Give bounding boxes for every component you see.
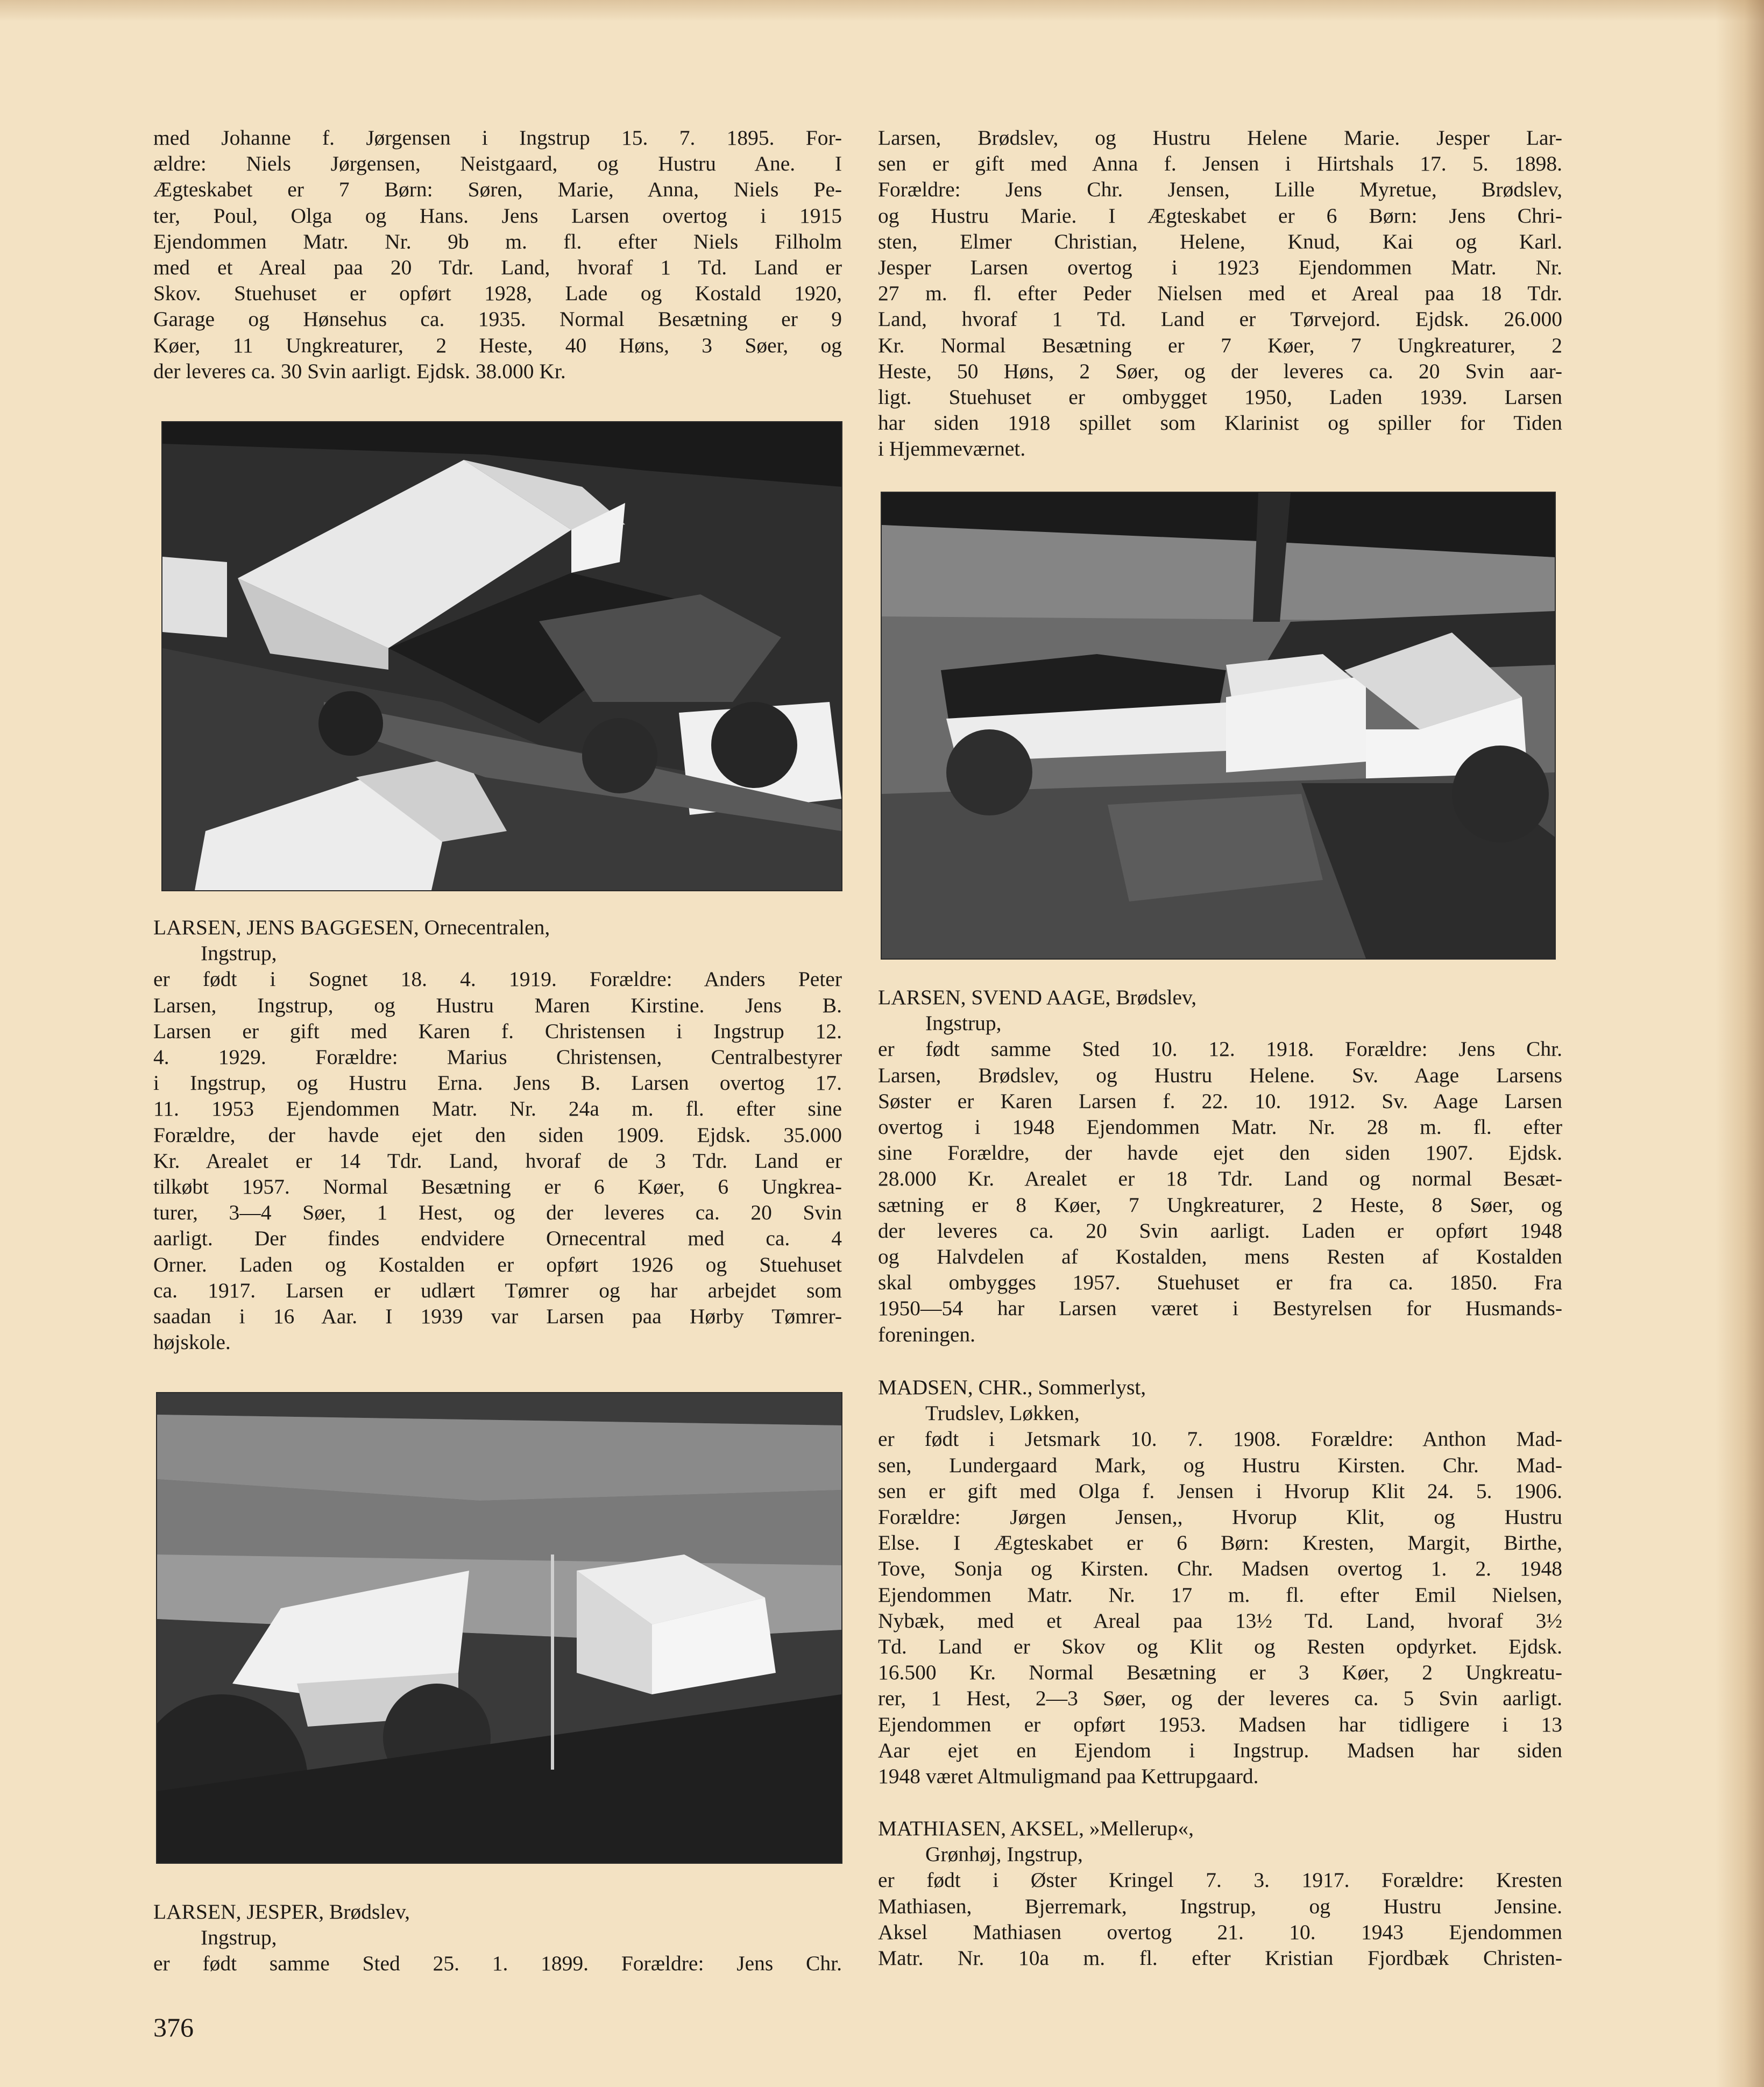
text-line: Larsen, Ingstrup, og Hustru Maren Kirstine. Jens B. (153, 993, 842, 1017)
entry-heading-line2: Trudslev, Løkken, (925, 1401, 1080, 1425)
page-number: 376 (153, 2012, 194, 2042)
entry-madsen-chr (878, 1374, 1562, 1789)
entry-body (878, 1867, 1562, 1971)
text-line: ligt. Stuehuset er ombygget 1950, Laden 1939. Larsen (878, 385, 1562, 409)
text-line: ca. 1917. Larsen er udlært Tømrer og har arbejdet som (153, 1278, 842, 1302)
farm-photo-larsen-jens (161, 421, 842, 891)
text-line: Tove, Sonja og Kirsten. Chr. Madsen overtog 1. 2. 1948 (878, 1557, 1562, 1581)
text-line: 16.500 Kr. Normal Besætning er 3 Køer, 2 Ungkreatu- (878, 1660, 1562, 1685)
entry-heading-line2: Ingstrup, (925, 1011, 1002, 1035)
text-line: med Johanne f. Jørgensen i Ingstrup 15. 7. 1895. For- (153, 126, 842, 150)
text-line: Ægteskabet er 7 Børn: Søren, Marie, Anna, Niels Pe- (153, 178, 842, 202)
text-line: Garage og Hønsehus ca. 1935. Normal Besætning er 9 (153, 307, 842, 331)
text-line: Ejendommen Matr. Nr. 9b m. fl. efter Niels Filholm (153, 229, 842, 253)
text-line: sten, Elmer Christian, Helene, Knud, Kai og Karl. (878, 229, 1562, 253)
text-line: og Halvdelen af Kostalden, mens Resten af Kostalden (878, 1245, 1562, 1269)
text-line: har siden 1918 spillet som Klarinist og spiller for Tiden (878, 411, 1562, 435)
text-line: sen er gift med Olga f. Jensen i Hvorup Klit 24. 5. 1906. (878, 1479, 1562, 1503)
text-line: er født i Øster Kringel 7. 3. 1917. Forældre: Kresten (878, 1868, 1562, 1892)
text-line: Søster er Karen Larsen f. 22. 10. 1912. Sv. Aage Larsen (878, 1089, 1562, 1113)
text-line: der leveres ca. 20 Svin aarligt. Laden er opført 1948 (878, 1218, 1562, 1243)
text-line: Ejendommen Matr. Nr. 17 m. fl. efter Emil Nielsen, (878, 1582, 1562, 1607)
text-line: Larsen, Brødslev, og Hustru Helene. Sv. Aage Larsens (878, 1063, 1562, 1087)
text-line: ældre: Niels Jørgensen, Neistgaard, og Hustru Ane. I (153, 152, 842, 176)
text-line: Forældre: Jørgen Jensen,, Hvorup Klit, og Hustru (878, 1505, 1562, 1529)
text-line: ter, Poul, Olga og Hans. Jens Larsen overtog i 1915 (153, 203, 842, 228)
left-intro-paragraph (153, 125, 842, 384)
text-line: Aksel Mathiasen overtog 21. 10. 1943 Ejendommen (878, 1920, 1562, 1944)
text-line: Kr. Normal Besætning er 7 Køer, 7 Ungkreaturer, 2 (878, 333, 1562, 357)
entry-larsen-jens-baggesen (153, 914, 842, 1355)
entry-heading (878, 984, 1562, 1036)
text-line: med et Areal paa 20 Tdr. Land, hvoraf 1 Td. Land er (153, 255, 842, 280)
text-line: der leveres ca. 30 Svin aarligt. Ejdsk. 38.000 Kr. (153, 359, 566, 383)
text-line: sen, Lundergaard Mark, og Hustru Kirsten. Chr. Mad- (878, 1453, 1562, 1477)
entry-larsen-svend-aage (878, 984, 1562, 1347)
text-line: Larsen er gift med Karen f. Christensen i Ingstrup 12. (153, 1019, 842, 1043)
text-line: 27 m. fl. efter Peder Nielsen med et Areal paa 18 Tdr. (878, 281, 1562, 306)
text-line: skal ombygges 1957. Stuehuset er fra ca. 1850. Fra (878, 1270, 1562, 1295)
entry-heading (878, 1374, 1562, 1426)
text-line: Heste, 50 Høns, 2 Søer, og der leveres ca. 20 Svin aar- (878, 359, 1562, 383)
text-line: sine Forældre, der havde ejet den siden 1907. Ejdsk. (878, 1141, 1562, 1165)
text-line: aarligt. Der findes endvidere Ornecentral med ca. 4 (153, 1226, 842, 1251)
text-line: rer, 1 Hest, 2—3 Søer, og der leveres ca. 5 Svin aarligt. (878, 1686, 1562, 1710)
text-line: er født samme Sted 10. 12. 1918. Forældre: Jens Chr. (878, 1037, 1562, 1061)
text-line: Jesper Larsen overtog i 1923 Ejendommen Matr. Nr. (878, 255, 1562, 280)
right-intro-text (878, 125, 1562, 462)
text-line: Nybæk, med et Areal paa 13½ Td. Land, hvoraf 3½ (878, 1608, 1562, 1632)
text-line: og Hustru Marie. I Ægteskabet er 6 Børn: Jens Chri- (878, 203, 1562, 228)
farm-photo-larsen-jesper (156, 1392, 842, 1864)
entry-heading-line2: Grønhøj, Ingstrup, (925, 1842, 1083, 1866)
text-line: Matr. Nr. 10a m. fl. efter Kristian Fjordbæk Christen- (878, 1946, 1562, 1970)
entry-heading-line1: MATHIASEN, AKSEL, »Mellerup«, (878, 1816, 1194, 1840)
entry-larsen-jesper (153, 1899, 842, 1977)
page-edge-shadow (1716, 0, 1764, 2087)
entry-body (153, 966, 842, 1355)
text-line: Mathiasen, Bjerremark, Ingstrup, og Hustru Jensine. (878, 1894, 1562, 1918)
text-line: sætning er 8 Køer, 7 Ungkreaturer, 2 Heste, 8 Søer, og (878, 1192, 1562, 1217)
text-line: Køer, 11 Ungkreaturer, 2 Heste, 40 Høns, 3 Søer, og (153, 333, 842, 357)
entry-heading-line1: LARSEN, SVEND AAGE, Brødslev, (878, 985, 1197, 1009)
left-intro-text (153, 125, 842, 384)
text-line: 1950—54 har Larsen været i Bestyrelsen for Husmands- (878, 1296, 1562, 1321)
text-line: Forældre, der havde ejet den siden 1909. Ejdsk. 35.000 (153, 1123, 842, 1147)
text-line: turer, 3—4 Søer, 1 Hest, og der leveres ca. 20 Svin (153, 1201, 842, 1225)
text-line: 4. 1929. Forældre: Marius Christensen, Centralbestyrer (153, 1045, 842, 1069)
entry-heading (153, 1899, 842, 1950)
entry-heading (878, 1815, 1562, 1867)
entry-body (878, 1036, 1562, 1347)
text-line: Aar ejet en Ejendom i Ingstrup. Madsen har siden (878, 1738, 1562, 1762)
text-line: Skov. Stuehuset er opført 1928, Lade og Kostald 1920, (153, 281, 842, 306)
entry-mathiasen-aksel (878, 1815, 1562, 1971)
text-line: højskole. (153, 1330, 231, 1354)
entry-heading-line2: Ingstrup, (201, 941, 277, 966)
entry-heading-line1: LARSEN, JENS BAGGESEN, Ornecentralen, (153, 915, 550, 939)
entry-heading-line1: LARSEN, JESPER, Brødslev, (153, 1900, 410, 1923)
page-top-shadow (0, 0, 1764, 22)
text-line: overtog i 1948 Ejendommen Matr. Nr. 28 m. fl. efter (878, 1115, 1562, 1139)
farm-photo-larsen-svend-aage (881, 492, 1556, 960)
text-line: Ejendommen er opført 1953. Madsen har tidligere i 13 (878, 1712, 1562, 1736)
right-intro-paragraph (878, 125, 1562, 462)
text-line: er født i Sognet 18. 4. 1919. Forældre: Anders Peter (153, 967, 842, 991)
entry-heading-line2: Ingstrup, (201, 1926, 277, 1950)
text-line: 1948 været Altmuligmand paa Kettrupgaard. (878, 1764, 1259, 1788)
text-line: er født i Jetsmark 10. 7. 1908. Forældre: Anthon Mad- (878, 1427, 1562, 1451)
entry-body (878, 1426, 1562, 1789)
text-line: Land, hvoraf 1 Td. Land er Tørvejord. Ejdsk. 26.000 (878, 307, 1562, 331)
text-line: Kr. Arealet er 14 Tdr. Land, hvoraf de 3 Tdr. Land er (153, 1148, 842, 1173)
text-line: Orner. Laden og Kostalden er opført 1926 og Stuehuset (153, 1252, 842, 1276)
text-line: Else. I Ægteskabet er 6 Børn: Kresten, Margit, Birthe, (878, 1531, 1562, 1555)
text-line: 28.000 Kr. Arealet er 18 Tdr. Land og normal Besæt- (878, 1167, 1562, 1191)
text-line: er født samme Sted 25. 1. 1899. Forældre: Jens Chr. (153, 1951, 842, 1976)
text-line: Td. Land er Skov og Klit og Resten opdyrket. Ejdsk. (878, 1635, 1562, 1659)
text-line: i Ingstrup, og Hustru Erna. Jens B. Larsen overtog 17. (153, 1071, 842, 1095)
text-line: Forældre: Jens Chr. Jensen, Lille Myretue, Brødslev, (878, 178, 1562, 202)
entry-heading (153, 914, 842, 966)
text-line: Larsen, Brødslev, og Hustru Helene Marie. Jesper Lar- (878, 126, 1562, 150)
entry-heading-line1: MADSEN, CHR., Sommerlyst, (878, 1375, 1146, 1399)
text-line: 11. 1953 Ejendommen Matr. Nr. 24a m. fl. efter sine (153, 1097, 842, 1121)
text-line: sen er gift med Anna f. Jensen i Hirtshals 17. 5. 1898. (878, 152, 1562, 176)
text-line: tilkøbt 1957. Normal Besætning er 6 Køer, 6 Ungkrea- (153, 1175, 842, 1199)
entry-body (153, 1950, 842, 1976)
text-line: saadan i 16 Aar. I 1939 var Larsen paa Hørby Tømrer- (153, 1304, 842, 1329)
text-line: foreningen. (878, 1322, 975, 1346)
text-line: i Hjemmeværnet. (878, 437, 1026, 461)
